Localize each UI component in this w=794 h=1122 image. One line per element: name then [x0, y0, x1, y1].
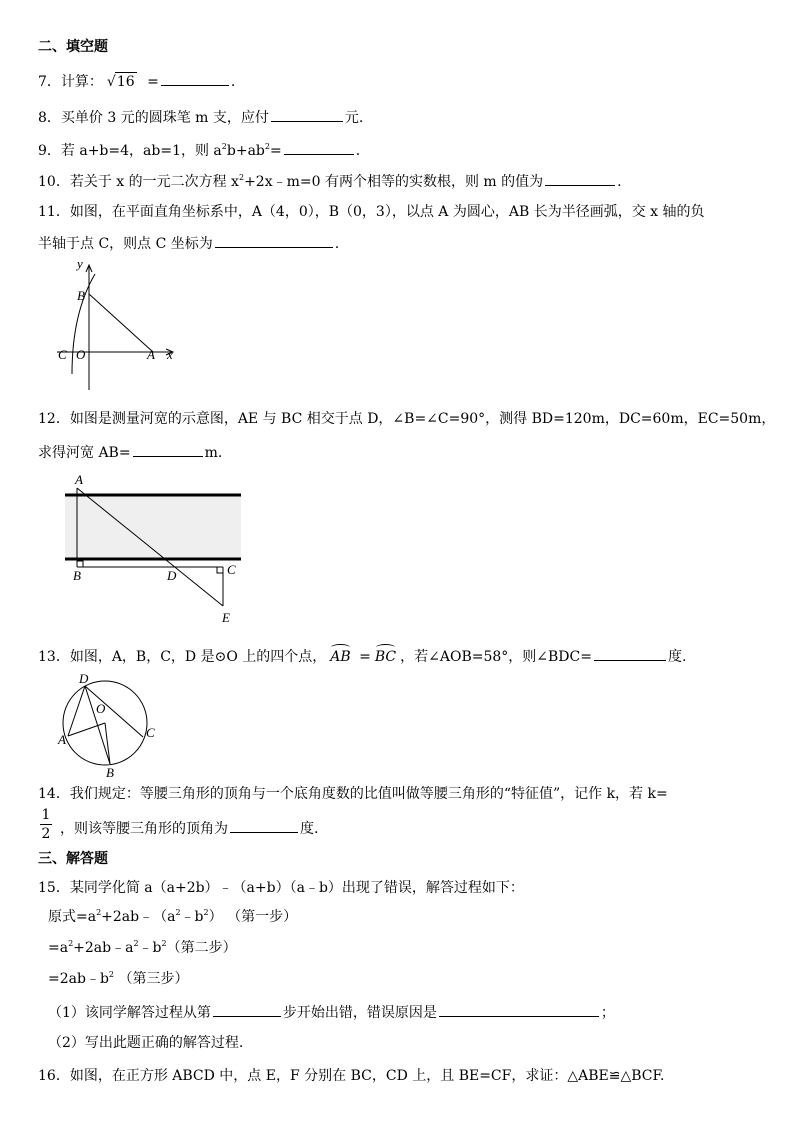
answer-blank[interactable] [230, 818, 298, 833]
label-o: O [76, 347, 86, 362]
segment-db [85, 686, 110, 764]
segment-ob [105, 723, 110, 764]
segment-dc [85, 686, 143, 737]
question-14-line2: ，则该等腰三角形的顶角为 度. [60, 818, 318, 838]
label-e: E [222, 610, 230, 625]
answer-blank[interactable] [439, 1002, 599, 1017]
question-15-step1: 原式$=a^2+2ab﹣(a^2﹣b^2)$ （第一步） [48, 908, 298, 925]
question-9: 9．若 a+b=4，ab=1，则 $a^2b+ab^2=$ . [38, 142, 361, 159]
figure-river-width [55, 470, 255, 630]
question-12-line1: 12．如图是测量河宽的示意图，AE 与 BC 相交于点 D，∠B=∠C=90°，测得 BD=120m，DC=60m，EC=50m， [38, 411, 776, 427]
figure-circle [55, 670, 165, 780]
question-16: 16．如图，在正方形 ABCD 中，点 E，F 分别在 BC，CD 上，且 BE=CF，求证：△ABE≌△BCF. [38, 1068, 665, 1084]
answer-blank[interactable] [215, 233, 333, 248]
section-title-solve: 三、解答题 [38, 851, 108, 867]
label-d: D [79, 671, 89, 686]
label-a: A [58, 732, 66, 747]
section-title-fill-blank: 二、填空题 [38, 39, 108, 55]
question-12-line2: 求得河宽 AB= m. [38, 442, 222, 462]
label-b: B [77, 288, 85, 303]
label-c: C [58, 347, 67, 362]
answer-blank[interactable] [133, 442, 203, 457]
question-11-line2: 半轴于点 C，则点 C 坐标为 . [38, 233, 339, 253]
question-14-line1: 14．我们规定：等腰三角形的顶角与一个底角度数的比值叫做等腰三角形的“特征值”，记作 k，若 k= [38, 786, 668, 802]
segment-da [68, 686, 85, 736]
label-b: B [73, 568, 81, 583]
question-15-step2: $=a^2+2ab﹣a^2﹣b^2$（第二步） [48, 939, 237, 956]
segment-ab [89, 294, 153, 352]
question-10: 10．若关于 x 的一元二次方程 $x^2+2x﹣m=0$ 有两个相等的实数根，则 m 的值为 . [38, 173, 622, 190]
question-13: 13．如图，A，B，C，D 是⊙O 上的四个点， AB = BC ，若∠AOB=58°，则∠BDC= 度. [38, 644, 686, 666]
question-11-line1: 11．如图，在平面直角坐标系中，A（4，0），B（0，3），以点 A 为圆心，AB 长为半径画弧，交 x 轴的负 [38, 204, 705, 220]
answer-blank[interactable] [271, 107, 343, 122]
arc-ab: AB [330, 644, 350, 666]
right-angle-c [217, 567, 223, 573]
fraction-one-half: $\frac{1}{2}$ [41, 807, 51, 842]
label-x: x [167, 347, 173, 362]
label-o: O [96, 701, 106, 716]
label-d: D [167, 568, 177, 583]
question-15-part2: （2）写出此题正确的解答过程. [48, 1035, 244, 1051]
question-7: 7．计算： √16 = . [38, 71, 235, 91]
question-8: 8．买单价 3 元的圆珠笔 m 支，应付 元. [38, 107, 363, 127]
answer-blank[interactable] [213, 1002, 281, 1017]
label-c: C [227, 562, 236, 577]
question-15-line1: 15．某同学化简 a（a+2b）﹣（a+b）（a﹣b）出现了错误，解答过程如下： [38, 880, 524, 896]
answer-blank[interactable] [284, 140, 354, 155]
question-15-part1: （1）该同学解答过程从第 步开始出错，错误原因是 ； [48, 1002, 615, 1022]
question-15-step3: $=2ab﹣b^2$ （第三步） [48, 970, 189, 987]
right-angle-b [77, 561, 83, 567]
label-b: B [106, 765, 114, 780]
arc-bc: BC [375, 644, 396, 666]
label-c: C [146, 725, 155, 740]
label-a: A [75, 472, 83, 487]
answer-blank[interactable] [545, 171, 615, 186]
sqrt-expression: √16 [106, 74, 135, 90]
figure-coordinate-arc [55, 258, 185, 392]
label-y: y [77, 258, 83, 271]
answer-blank[interactable] [161, 71, 229, 86]
label-a: A [147, 347, 155, 362]
answer-blank[interactable] [594, 646, 666, 661]
